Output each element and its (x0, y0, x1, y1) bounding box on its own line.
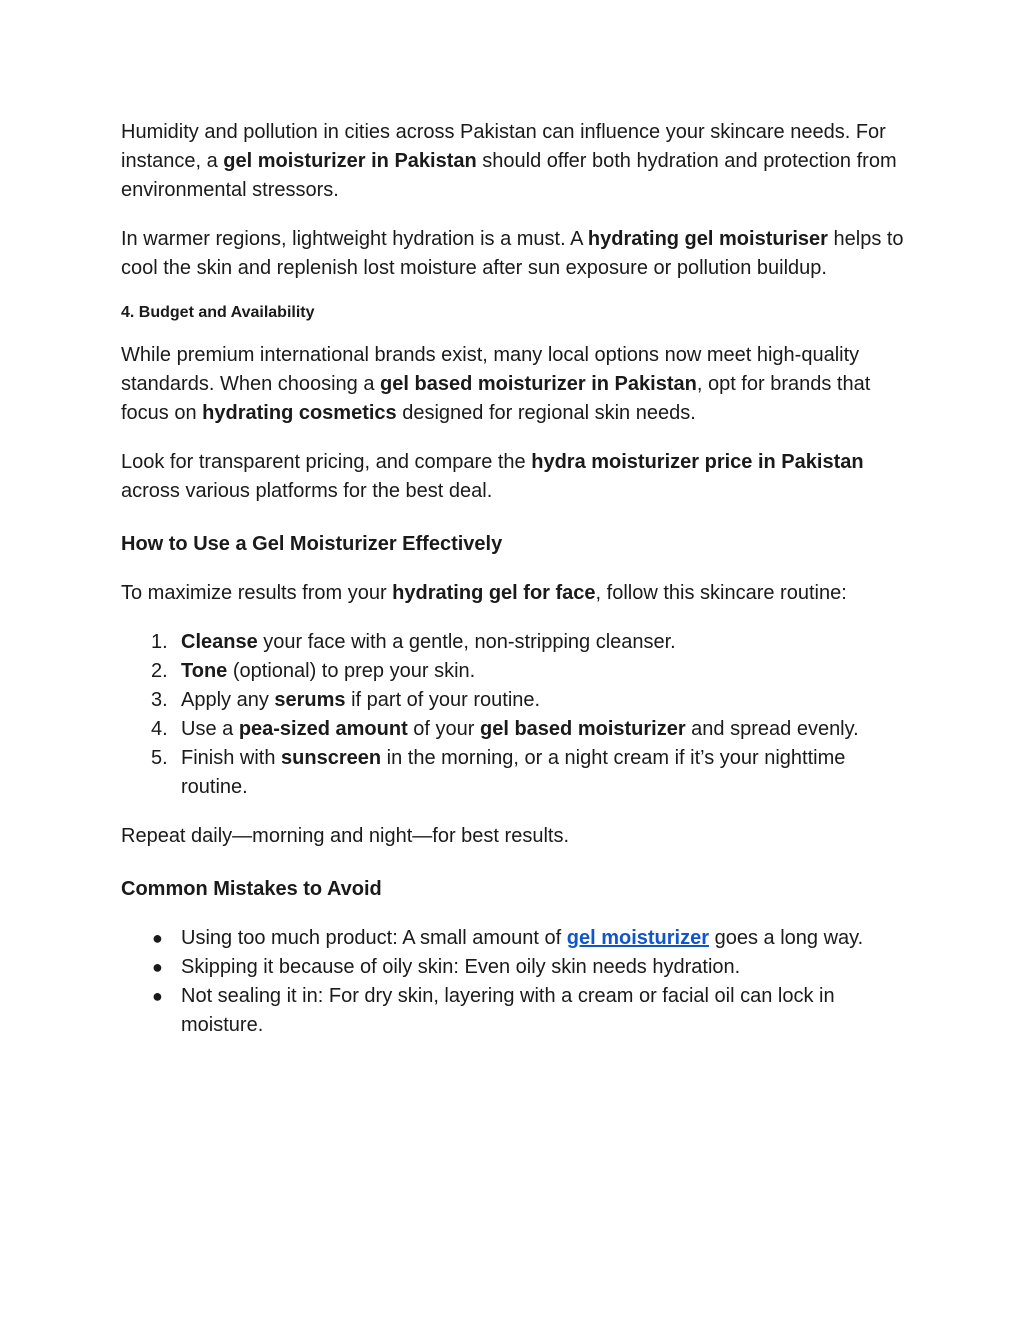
section-heading-mistakes: Common Mistakes to Avoid (121, 878, 382, 900)
routine-step: 3. Apply any serums if part of your routine. (121, 686, 911, 715)
paragraph-repeat-daily: Repeat daily—morning and night—for best results. (121, 825, 570, 847)
mistake-item: ● Using too much product: A small amount of gel moisturizer goes a long way. (121, 924, 911, 953)
step-number: 2. (151, 660, 168, 682)
mistake-item: ● Skipping it because of oily skin: Even oily skin needs hydration. (121, 953, 911, 982)
step-number: 5. (151, 747, 168, 769)
bullet-icon: ● (152, 957, 163, 977)
routine-step: 4. Use a pea-sized amount of your gel based moisturizer and spread evenly. (121, 715, 911, 744)
routine-step: 1. Cleanse your face with a gentle, non-stripping cleanser. (121, 628, 911, 657)
paragraph-humidity: Humidity and pollution in cities across Pakistan can influence your skincare needs. For instance, a gel moisturizer in Pakistan should offer both hydration and protection from environmental stressors. (121, 121, 897, 201)
routine-step: 2. Tone (optional) to prep your skin. (121, 657, 911, 686)
routine-steps-list (121, 628, 911, 802)
step-number: 4. (151, 718, 168, 740)
document-page (121, 118, 911, 1040)
step-number: 1. (151, 631, 168, 653)
section-heading-how-to-use: How to Use a Gel Moisturizer Effectively (121, 533, 503, 555)
bullet-icon: ● (152, 928, 163, 948)
gel-moisturizer-link[interactable]: gel moisturizer (566, 927, 710, 949)
paragraph-routine-intro: To maximize results from your hydrating gel for face, follow this skincare routine: (121, 582, 847, 604)
paragraph-premium-brands: While premium international brands exist, many local options now meet high-quality standards. When choosing a gel based moisturizer in Pakistan, opt for brands that focus on hydrating cosmetics designed for regional skin needs. (121, 344, 871, 424)
mistakes-list (121, 924, 911, 1040)
paragraph-pricing: Look for transparent pricing, and compare the hydra moisturizer price in Pakistan across various platforms for the best deal. (121, 451, 864, 502)
paragraph-warmer-regions: In warmer regions, lightweight hydration is a must. A hydrating gel moisturiser helps to cool the skin and replenish lost moisture after sun exposure or pollution buildup. (121, 228, 904, 279)
section-heading-budget: 4. Budget and Availability (121, 304, 315, 321)
bullet-icon: ● (152, 986, 163, 1006)
step-number: 3. (151, 689, 168, 711)
mistake-item: ● Not sealing it in: For dry skin, layering with a cream or facial oil can lock in moisture. (121, 982, 911, 1040)
routine-step: 5. Finish with sunscreen in the morning, or a night cream if it’s your nighttime routine. (121, 744, 911, 802)
